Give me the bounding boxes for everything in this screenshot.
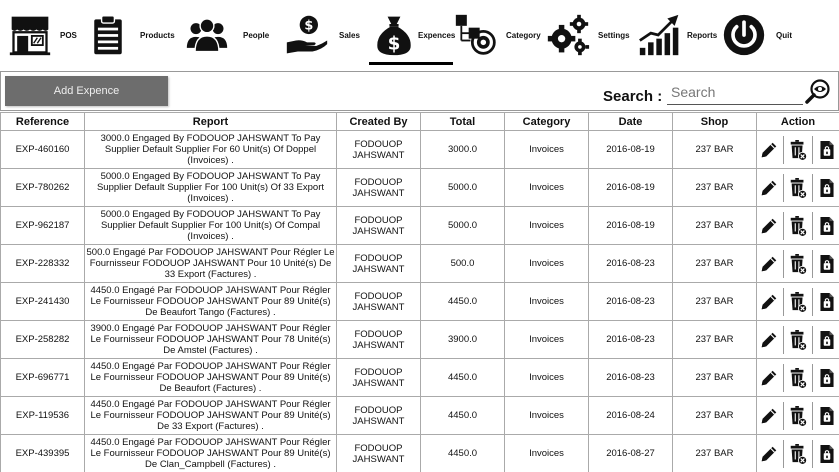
- category-gear-icon: [452, 11, 500, 59]
- cell-category: Invoices: [505, 207, 589, 245]
- print-button[interactable]: [816, 404, 838, 428]
- nav-label-pos: POS: [60, 30, 77, 40]
- document-icon: [818, 253, 836, 275]
- cell-actions: [757, 207, 839, 245]
- delete-button[interactable]: [787, 252, 809, 276]
- cell-shop: 237 BAR: [673, 207, 757, 245]
- cell-actions: [757, 169, 839, 207]
- action-separator: [812, 174, 813, 202]
- store-icon: [6, 11, 54, 59]
- people-icon: [183, 11, 231, 59]
- cell-total: 500.0: [421, 245, 505, 283]
- cell-report: 4450.0 Engagé Par FODOUOP JAHSWANT Pour Régler Le Fournisseur FODOUOP JAHSWANT Pour 89 Unité(s) De Beaufort Tango (Factures) .: [85, 283, 337, 321]
- delete-button[interactable]: [787, 176, 809, 200]
- cell-reference: EXP-439395: [1, 435, 85, 472]
- cell-created-by: FODOUOP JAHSWANT: [337, 397, 421, 435]
- search-label: Search :: [603, 88, 663, 105]
- cell-date: 2016-08-23: [589, 283, 673, 321]
- cell-reference: EXP-241430: [1, 283, 85, 321]
- power-icon: [720, 11, 768, 59]
- nav-sales[interactable]: [283, 0, 360, 70]
- cell-report: 3000.0 Engaged By FODOUOP JAHSWANT To Pay Supplier Default Supplier For 60 Unit(s) Of Doppel (Invoices) .: [85, 131, 337, 169]
- cell-shop: 237 BAR: [673, 435, 757, 472]
- delete-button[interactable]: [787, 366, 809, 390]
- cell-reference: EXP-780262: [1, 169, 85, 207]
- table-row[interactable]: [1, 131, 839, 169]
- search-icon[interactable]: [805, 78, 831, 104]
- edit-button[interactable]: [758, 442, 780, 466]
- nav-label-category: Category: [506, 30, 541, 40]
- cell-created-by: FODOUOP JAHSWANT: [337, 283, 421, 321]
- active-tab-indicator: [369, 62, 453, 65]
- trash-icon: [788, 253, 808, 275]
- print-button[interactable]: [816, 442, 838, 466]
- action-separator: [812, 250, 813, 278]
- cell-actions: [757, 245, 839, 283]
- cell-reference: EXP-696771: [1, 359, 85, 397]
- edit-button[interactable]: [758, 214, 780, 238]
- nav-settings[interactable]: [544, 0, 630, 70]
- money-bag-icon: [370, 11, 418, 59]
- action-separator: [812, 326, 813, 354]
- edit-button[interactable]: [758, 252, 780, 276]
- cell-category: Invoices: [505, 283, 589, 321]
- hand-dollar-icon: [283, 11, 331, 59]
- cell-date: 2016-08-23: [589, 359, 673, 397]
- pencil-icon: [759, 368, 779, 388]
- delete-button[interactable]: [787, 290, 809, 314]
- table-row[interactable]: [1, 359, 839, 397]
- cell-actions: [757, 283, 839, 321]
- cell-reference: EXP-460160: [1, 131, 85, 169]
- column-header-created-by[interactable]: Created By: [337, 113, 421, 131]
- document-icon: [818, 405, 836, 427]
- print-button[interactable]: [816, 252, 838, 276]
- cell-report: 4450.0 Engagé Par FODOUOP JAHSWANT Pour Régler Le Fournisseur FODOUOP JAHSWANT Pour 89 Unité(s) De Beaufort (Factures) .: [85, 359, 337, 397]
- cell-category: Invoices: [505, 359, 589, 397]
- cell-created-by: FODOUOP JAHSWANT: [337, 435, 421, 472]
- nav-reports[interactable]: [636, 0, 717, 70]
- cell-date: 2016-08-24: [589, 397, 673, 435]
- chart-growth-icon: [636, 11, 684, 59]
- print-button[interactable]: [816, 328, 838, 352]
- print-button[interactable]: [816, 366, 838, 390]
- delete-button[interactable]: [787, 138, 809, 162]
- cell-actions: [757, 359, 839, 397]
- document-icon: [818, 367, 836, 389]
- search-input[interactable]: [667, 79, 803, 105]
- cell-total: 4450.0: [421, 435, 505, 472]
- cell-shop: 237 BAR: [673, 359, 757, 397]
- cell-shop: 237 BAR: [673, 131, 757, 169]
- cell-created-by: FODOUOP JAHSWANT: [337, 245, 421, 283]
- cell-report: 500.0 Engagé Par FODOUOP JAHSWANT Pour Régler Le Fournisseur FODOUOP JAHSWANT Pour 10 Unité(s) De 33 Export (Factures) .: [85, 245, 337, 283]
- print-button[interactable]: [816, 176, 838, 200]
- action-separator: [783, 364, 784, 392]
- cell-date: 2016-08-19: [589, 131, 673, 169]
- edit-button[interactable]: [758, 328, 780, 352]
- pencil-icon: [759, 406, 779, 426]
- action-separator: [783, 402, 784, 430]
- table-row[interactable]: [1, 283, 839, 321]
- nav-category[interactable]: [452, 0, 541, 70]
- cell-category: Invoices: [505, 397, 589, 435]
- cell-total: 3900.0: [421, 321, 505, 359]
- action-separator: [812, 136, 813, 164]
- nav-pos[interactable]: [6, 0, 77, 70]
- document-icon: [818, 329, 836, 351]
- cell-category: Invoices: [505, 321, 589, 359]
- print-button[interactable]: [816, 138, 838, 162]
- add-expence-button[interactable]: Add Expence: [5, 76, 168, 106]
- action-separator: [783, 440, 784, 468]
- trash-icon: [788, 367, 808, 389]
- table-row[interactable]: [1, 321, 839, 359]
- nav-label-products: Products: [140, 30, 175, 40]
- trash-icon: [788, 177, 808, 199]
- table-row[interactable]: [1, 397, 839, 435]
- cell-total: 3000.0: [421, 131, 505, 169]
- edit-button[interactable]: [758, 366, 780, 390]
- trash-icon: [788, 215, 808, 237]
- pencil-icon: [759, 254, 779, 274]
- nav-quit[interactable]: [720, 0, 792, 70]
- delete-button[interactable]: [787, 404, 809, 428]
- cell-created-by: FODOUOP JAHSWANT: [337, 321, 421, 359]
- cell-reference: EXP-258282: [1, 321, 85, 359]
- action-separator: [812, 440, 813, 468]
- svg-text:$: $: [304, 18, 314, 34]
- nav-label-settings: Settings: [598, 30, 630, 40]
- action-separator: [783, 326, 784, 354]
- nav-label-sales: Sales: [339, 30, 360, 40]
- table-row[interactable]: [1, 245, 839, 283]
- cell-date: 2016-08-23: [589, 245, 673, 283]
- column-header-action: Action: [757, 113, 839, 131]
- cell-date: 2016-08-19: [589, 207, 673, 245]
- cell-shop: 237 BAR: [673, 283, 757, 321]
- edit-button[interactable]: [758, 290, 780, 314]
- pencil-icon: [759, 216, 779, 236]
- gears-icon: [544, 11, 592, 59]
- nav-products[interactable]: [84, 0, 175, 70]
- cell-category: Invoices: [505, 131, 589, 169]
- expences-table: [0, 112, 839, 472]
- pencil-icon: [759, 444, 779, 464]
- action-bar: [0, 71, 839, 111]
- trash-icon: [788, 291, 808, 313]
- delete-button[interactable]: [787, 328, 809, 352]
- table-row[interactable]: [1, 207, 839, 245]
- cell-date: 2016-08-19: [589, 169, 673, 207]
- pencil-icon: [759, 330, 779, 350]
- cell-reference: EXP-228332: [1, 245, 85, 283]
- print-button[interactable]: [816, 290, 838, 314]
- column-header-category[interactable]: Category: [505, 113, 589, 131]
- document-icon: [818, 215, 836, 237]
- action-separator: [812, 364, 813, 392]
- cell-report: 4450.0 Engagé Par FODOUOP JAHSWANT Pour Régler Le Fournisseur FODOUOP JAHSWANT Pour 89 Unité(s) De Clan_Campbell (Factures) .: [85, 435, 337, 472]
- cell-reference: EXP-962187: [1, 207, 85, 245]
- trash-icon: [788, 139, 808, 161]
- column-header-shop[interactable]: Shop: [673, 113, 757, 131]
- table-row[interactable]: [1, 169, 839, 207]
- action-separator: [783, 136, 784, 164]
- cell-total: 5000.0: [421, 169, 505, 207]
- cell-total: 4450.0: [421, 397, 505, 435]
- cell-date: 2016-08-23: [589, 321, 673, 359]
- clipboard-icon: [84, 11, 132, 59]
- action-separator: [783, 250, 784, 278]
- nav-label-reports: Reports: [687, 30, 718, 40]
- cell-total: 5000.0: [421, 207, 505, 245]
- cell-created-by: FODOUOP JAHSWANT: [337, 169, 421, 207]
- table-body: [1, 131, 839, 472]
- nav-label-people: People: [243, 30, 270, 40]
- cell-category: Invoices: [505, 245, 589, 283]
- action-separator: [783, 288, 784, 316]
- nav-label-expences: Expences: [418, 30, 456, 40]
- table-header-row: [1, 113, 839, 131]
- edit-button[interactable]: [758, 138, 780, 162]
- delete-button[interactable]: [787, 214, 809, 238]
- nav-expences[interactable]: [370, 0, 455, 70]
- nav-label-quit: Quit: [776, 30, 792, 40]
- column-header-reference[interactable]: Reference: [1, 113, 85, 131]
- nav-people[interactable]: [183, 0, 269, 70]
- cell-created-by: FODOUOP JAHSWANT: [337, 207, 421, 245]
- top-navigation: [0, 0, 839, 70]
- cell-created-by: FODOUOP JAHSWANT: [337, 359, 421, 397]
- delete-button[interactable]: [787, 442, 809, 466]
- cell-report: 5000.0 Engaged By FODOUOP JAHSWANT To Pay Supplier Default Supplier For 100 Unit(s) Of Compal (Invoices) .: [85, 207, 337, 245]
- cell-date: 2016-08-27: [589, 435, 673, 472]
- document-icon: [818, 177, 836, 199]
- action-separator: [783, 174, 784, 202]
- svg-text:$: $: [387, 33, 401, 55]
- cell-report: 3900.0 Engagé Par FODOUOP JAHSWANT Pour Régler Le Fournisseur FODOUOP JAHSWANT Pour 78 Unité(s) De Amstel (Factures) .: [85, 321, 337, 359]
- edit-button[interactable]: [758, 176, 780, 200]
- document-icon: [818, 443, 836, 465]
- trash-icon: [788, 405, 808, 427]
- cell-shop: 237 BAR: [673, 245, 757, 283]
- action-separator: [812, 288, 813, 316]
- cell-actions: [757, 321, 839, 359]
- cell-actions: [757, 435, 839, 472]
- cell-shop: 237 BAR: [673, 321, 757, 359]
- action-separator: [783, 212, 784, 240]
- cell-actions: [757, 397, 839, 435]
- document-icon: [818, 139, 836, 161]
- action-separator: [812, 402, 813, 430]
- cell-category: Invoices: [505, 169, 589, 207]
- pencil-icon: [759, 292, 779, 312]
- column-header-date[interactable]: Date: [589, 113, 673, 131]
- cell-shop: 237 BAR: [673, 169, 757, 207]
- cell-shop: 237 BAR: [673, 397, 757, 435]
- trash-icon: [788, 443, 808, 465]
- cell-total: 4450.0: [421, 283, 505, 321]
- action-separator: [812, 212, 813, 240]
- expences-table-container: [0, 112, 839, 472]
- table-row[interactable]: [1, 435, 839, 472]
- edit-button[interactable]: [758, 404, 780, 428]
- pencil-icon: [759, 178, 779, 198]
- cell-report: 5000.0 Engaged By FODOUOP JAHSWANT To Pay Supplier Default Supplier For 100 Unit(s) Of 33 Export (Invoices) .: [85, 169, 337, 207]
- pencil-icon: [759, 140, 779, 160]
- cell-report: 4450.0 Engagé Par FODOUOP JAHSWANT Pour Régler Le Fournisseur FODOUOP JAHSWANT Pour 89 Unité(s) De 33 Export (Factures) .: [85, 397, 337, 435]
- cell-created-by: FODOUOP JAHSWANT: [337, 131, 421, 169]
- column-header-total[interactable]: Total: [421, 113, 505, 131]
- cell-reference: EXP-119536: [1, 397, 85, 435]
- cell-actions: [757, 131, 839, 169]
- cell-total: 4450.0: [421, 359, 505, 397]
- print-button[interactable]: [816, 214, 838, 238]
- document-icon: [818, 291, 836, 313]
- cell-category: Invoices: [505, 435, 589, 472]
- trash-icon: [788, 329, 808, 351]
- column-header-report[interactable]: Report: [85, 113, 337, 131]
